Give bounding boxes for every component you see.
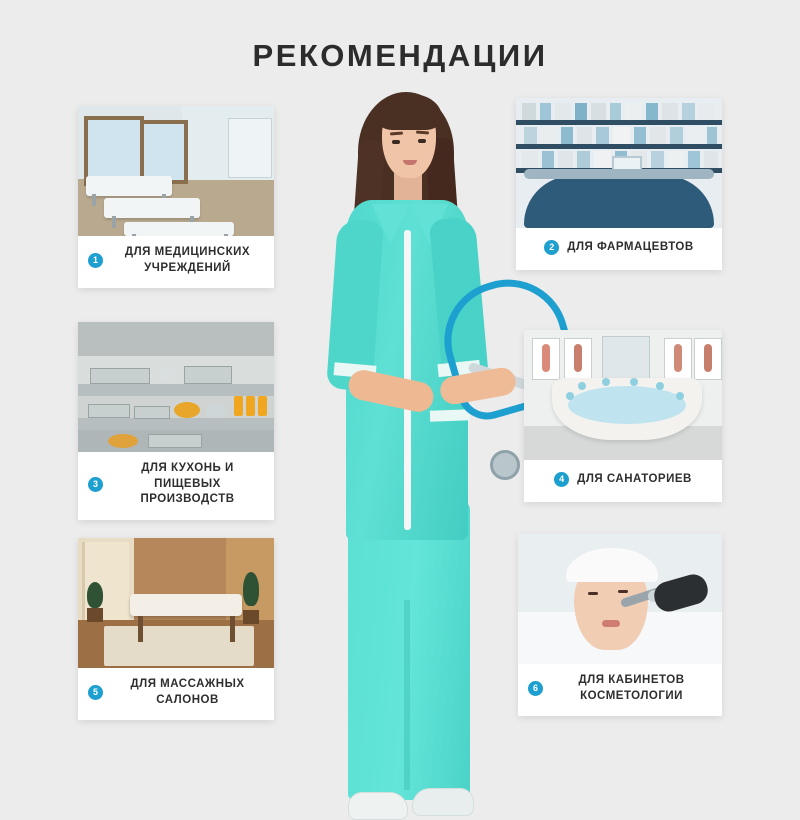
card-2-label: ДЛЯ ФАРМАЦЕВТОВ bbox=[567, 240, 694, 253]
card-4-number-badge: 4 bbox=[554, 472, 569, 487]
card-3-caption bbox=[78, 452, 274, 520]
spa-hydrotherapy-photo bbox=[524, 330, 722, 460]
card-1-number-badge: 1 bbox=[88, 253, 103, 268]
card-4-label: ДЛЯ САНАТОРИЕВ bbox=[577, 472, 692, 485]
pharmacy-counter-photo bbox=[516, 98, 722, 228]
trouser-leg-gap bbox=[404, 600, 410, 790]
card-5-number-badge: 5 bbox=[88, 685, 103, 700]
recommendation-card-3[interactable] bbox=[78, 322, 274, 520]
card-2-caption bbox=[516, 228, 722, 270]
commercial-kitchen-photo bbox=[78, 322, 274, 452]
card-5-caption bbox=[78, 668, 274, 720]
recommendation-card-1[interactable] bbox=[78, 106, 274, 288]
model-figure bbox=[290, 80, 520, 780]
shoe-left bbox=[348, 792, 408, 820]
eye-right bbox=[418, 139, 426, 143]
page-title: РЕКОМЕНДАЦИИ bbox=[252, 38, 548, 73]
card-6-caption bbox=[518, 664, 722, 716]
hair-fringe bbox=[376, 94, 442, 130]
card-3-number-badge: 3 bbox=[88, 477, 103, 492]
stethoscope-chestpiece-icon bbox=[490, 450, 520, 480]
card-6-label: ДЛЯ КАБИНЕТОВ КОСМЕТОЛОГИИ bbox=[578, 674, 685, 702]
card-5-label: ДЛЯ МАССАЖНЫХ САЛОНОВ bbox=[130, 678, 245, 706]
eye-left bbox=[392, 140, 400, 144]
recommendation-card-2[interactable] bbox=[516, 98, 722, 270]
hospital-ward-photo bbox=[78, 106, 274, 236]
card-1-caption bbox=[78, 236, 274, 288]
recommendation-card-6[interactable] bbox=[518, 534, 722, 716]
shoe-right bbox=[412, 788, 474, 816]
recommendation-card-5[interactable] bbox=[78, 538, 274, 720]
card-1-label: ДЛЯ МЕДИЦИНСКИХ УЧРЕЖДЕНИЙ bbox=[124, 246, 251, 274]
card-4-caption bbox=[524, 460, 722, 502]
massage-room-photo bbox=[78, 538, 274, 668]
pocket-stripe bbox=[430, 409, 470, 421]
card-2-number-badge: 2 bbox=[544, 240, 559, 255]
recommendation-card-4[interactable] bbox=[524, 330, 722, 502]
card-6-number-badge: 6 bbox=[528, 681, 543, 696]
card-3-label: ДЛЯ КУХОНЬ И ПИЩЕВЫХ ПРОИЗВОДСТВ bbox=[140, 462, 235, 506]
cosmetology-treatment-photo bbox=[518, 534, 722, 664]
